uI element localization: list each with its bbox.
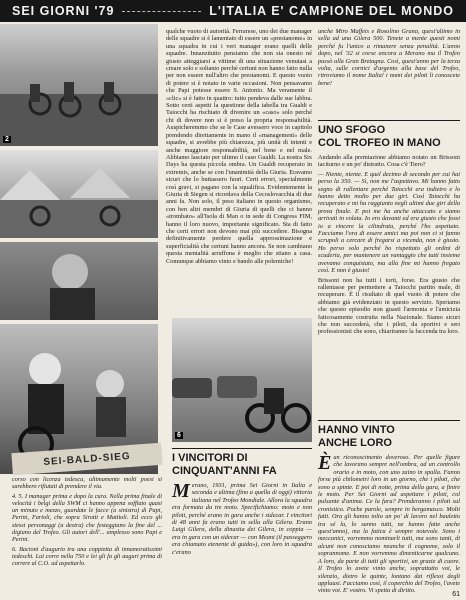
tents-illustration (0, 150, 158, 238)
photo-captions (12, 476, 162, 596)
right-column-intro: anche Miro Maffeis e Rosolino Grana, quest'ultimo in sella ad una Gilera 500. Tenete a mente questi nomi perché fu l'unico a rimanere senza penalità. L'anno dopo, nel '32 si corse ancora a Merano ma il Trofeo passò alla Gran Bretagna. Così, quest'anno per la terza volta, sulle cornici d'argento alla base del Trofeo, ritroviamo il nome Italia! i nomi dei piloti li conoscete bene! (318, 28, 460, 87)
sfogo-end: Brissoni non ha tutti i torti, forse. Era giusto che rallentasse per permettere a Taiocchi partito male, di recuperare. È il risultato di quel vuoto di potere che abbiamo già evidenziato in questo servizio. Speriamo che questo episodio non guasti l'armonia e l'amicizia faticosamente costruita nella Nazionale. Siamo sicuri che non succederà, che i piloti, da sportivi e seri professionisti che sono, chiariranno la faccenda tra loro. (318, 276, 460, 336)
caption-4-5: 4. 5. I manager prima e dopo la cura. Nella prima finale di velocità i belgi della SWM ci hanno appena soffiato quasi un minuto e mezzo, guardate le facce (a sinistra) di Papi, Perini, Farioli, che sopra Sirotti e Mattioli. Ed ecco gli stessi personaggi (a destra) che festeggiano la fine del ... digiuno del Trofeo. Gli autori dell'... amplesso sono Papi e Perini. (12, 492, 162, 544)
caption-intro: corso con licenza tedesca, ultimamente molti poesi si sarebbero rifiutati di prendere il via. (12, 476, 162, 491)
vincitori-title-2: CINQUANT'ANNI FA (172, 465, 277, 477)
photo-number: 6 (177, 432, 181, 439)
sfogo-intro: Andando alla premiazione abbiamo notato un Brissoni taciturno e un po' distratto. Cosa c'è Tiero? (318, 154, 460, 169)
article-divider (318, 420, 460, 421)
rider-close-up-photo (0, 242, 158, 320)
hanno-body-text: un riconoscimento doveroso. Per quelle figure che lavorano sempre nell'ombra, ad un controllo orario e in moto, con uno zaino in spalla. Fanno forse più chilometri loro in un giorno, che i piloti, che sono a spinte. E poi di notte, prima della gara, a finire le moto. Per Sei Giorni ad aspettare i piloti, col pulsante d'anima. Ce la fara? Prenderanno i piloti sul cronistico. Poche parole, sempre in bergamasco. Molti fatti. Ora gli hanno tolto un po' di lavoro nel bauletto tra sé la, lo sanno tutti, ne hanno fatte anche quest'anno), ma la fatica è sempre notevole. Sono i meccanici, vorremmo nominarli tutti, ma sono tanti, di alcuni non conosciamo neanche il cognome, solo il soprannome. E non vorremmo dimenticarne qualcuno. A loro, da parte di tutti gli sportivi, un grazie di cuore. Il Trofeo lo avete vinto anche, soprattutto voi, le silenzio, dietro le quinte, lontano dai riflessi degli applausi. Facciamo così, il coperchio del Trofeo, l'avete vinto voi. E' vostro. Vi spetta di diritto. (318, 454, 460, 595)
sei-bald-sieg-banner: SEI-BALD-SIEG (11, 443, 162, 475)
motorcycles-tents-photo (0, 150, 158, 238)
header-divider (122, 11, 201, 12)
vincitori-body-text: erano, 1931, prima Sei Giorni in Italia e seconda e ultima (fino a quella di oggi) vittoria italiana nel Trofeo Mondiale. Allora la squadra era formata da tre moto. Specifichiamo: moto e non piloti, perché erano in gara anche i sidecar. I vincitori di 48 anni fa erano tutti in sella alla Gilera. Erano Luigi Gilera, della dinastia dei Gilera, in coppia — era in gara con un sidecar — con Meani (il passeggero era chiamato etenente di guida»), con loro in squadra c'erano (172, 482, 312, 556)
vincitori-title-1: I VINCITORI DI (172, 452, 248, 464)
page-number: 61 (452, 591, 460, 598)
article-divider (318, 120, 460, 121)
sfogo-title-1: UNO SFOGO (318, 124, 386, 136)
rider-illustration (0, 242, 158, 320)
hanno-title-2: ANCHE LORO (318, 437, 392, 449)
page-header (0, 0, 466, 22)
header-right: L'ITALIA E' CAMPIONE DEL MONDO (209, 4, 454, 18)
photo-number: 2 (5, 136, 9, 143)
drop-cap-m: M (172, 480, 190, 502)
sidecar-illustration (172, 318, 312, 442)
sfogo-quote: — Niente, niente. E quel decimo di secondo per cui hai perso la 350. — Sì, non me l'aspettavo. Mi hanno fatto segno di rallentare perché Taiocchi era indietro e lo hanno detto molto per due giri. Così Taiocchi ha recuperato e mi ha raggiunto negli ultimi due giri della prova finale. E poi me ha anche attaccato e siamo arrivati in volata. Io ero davanti ed era giusto che fossi io a vincere la cilindrata, perché l'ho aspettato. Facciamo l'ora di essere amici ma poi non ci si fanno scrupoli a cercare di fregarsi a vicenda, non è giusto. Ho perso solo perché ho rispettato gli ordini di scuderia, per mantenere un vantaggio che tutti insieme avevamo conquistato, ma alla fine mi hanno fregato così. E non è giusto! (318, 170, 460, 275)
caption-6: 6. Bacioni d'augurio tra una coppietta di innamoratissimi tedeschi. Lui corre nella 750 e lei gli fa gli auguri prima di correre al C.O. ad aspettarlo. (12, 545, 162, 568)
middle-column-text: qualche vuoto di autorità. Ferrarese, uno dei due manager delle squadre si è lamentato di essere un «prestanome» in una squadra in cui i veri manager erano quelli delle squadre. Innanzitutto pensiamo che non sia onesto né giusto atteggiarsi a vittime di una situazione venutasi a creare solo e soltanto perché certuni non hanno fatto nulla per non essere null'altro che prestanomi. E questo vuoto di potere si è notato in varie occasioni. Non pensavamo che Papi potesse essere S. Antonio. Ma veramente il «clic» si è fatto in quattro: tutto pendeva dalle sue labbra. Sotto certi aspetti la questione della tabella tra Gualdi e Taiocchi ha rischiato di divenire un «caso» solo perché chi di dovere non si è preso la propria responsabilità. Auspicheremmo che se le Case avessero voce in capitolo prendendo direttamente in mano il «management» delle squadre, si avrebbe più chiarezza, più unità di intenti e anche maggiore responsabilità, nel bene e nel male. Abbiamo lasciato per ultimo il caso Gualdi. La nostra Six Days ha questa piccola ombra. Un Gualdi recuperato in extremis, anche se con l'unanimità della Giuria. Eravamo sicuri che lo buttassero fuori. Certi errori, specialmente così gravi, si pagano con la squalifica. Evidentemente la Giuria di Siegen si ricordava della Cecoslovacchia di due anni fa. Non solo, il peso italiano in questo organismo, con ben altri membri di Giuria di quelli che ci hanno «trombato» all'Isola di Man o in sede di Congress FIM, hanno il loro nuovo, importante significato. Sta di fatto che certi errori non devono mai più succedere. Bisogna definitivamente perdere quella approssimazione e superficialità che certuni hanno ancora. Se non cambiano questa mentalità arruffona è meglio che stiano a casa. Comunque abbiamo vinto e bando alle polemiche! (166, 28, 312, 265)
sfogo-title-2: COL TROFEO IN MANO (318, 137, 441, 149)
article-divider (172, 448, 312, 449)
sfogo-body (318, 154, 460, 416)
vincitori-body (172, 482, 312, 594)
riders-start-photo (0, 24, 158, 146)
drop-cap-e: È (318, 452, 332, 474)
cars-sidecar-photo (172, 318, 312, 442)
riders-start-illustration (0, 24, 158, 146)
hanno-title-1: HANNO VINTO (318, 424, 395, 436)
header-left: SEI GIORNI '79 (12, 4, 115, 18)
